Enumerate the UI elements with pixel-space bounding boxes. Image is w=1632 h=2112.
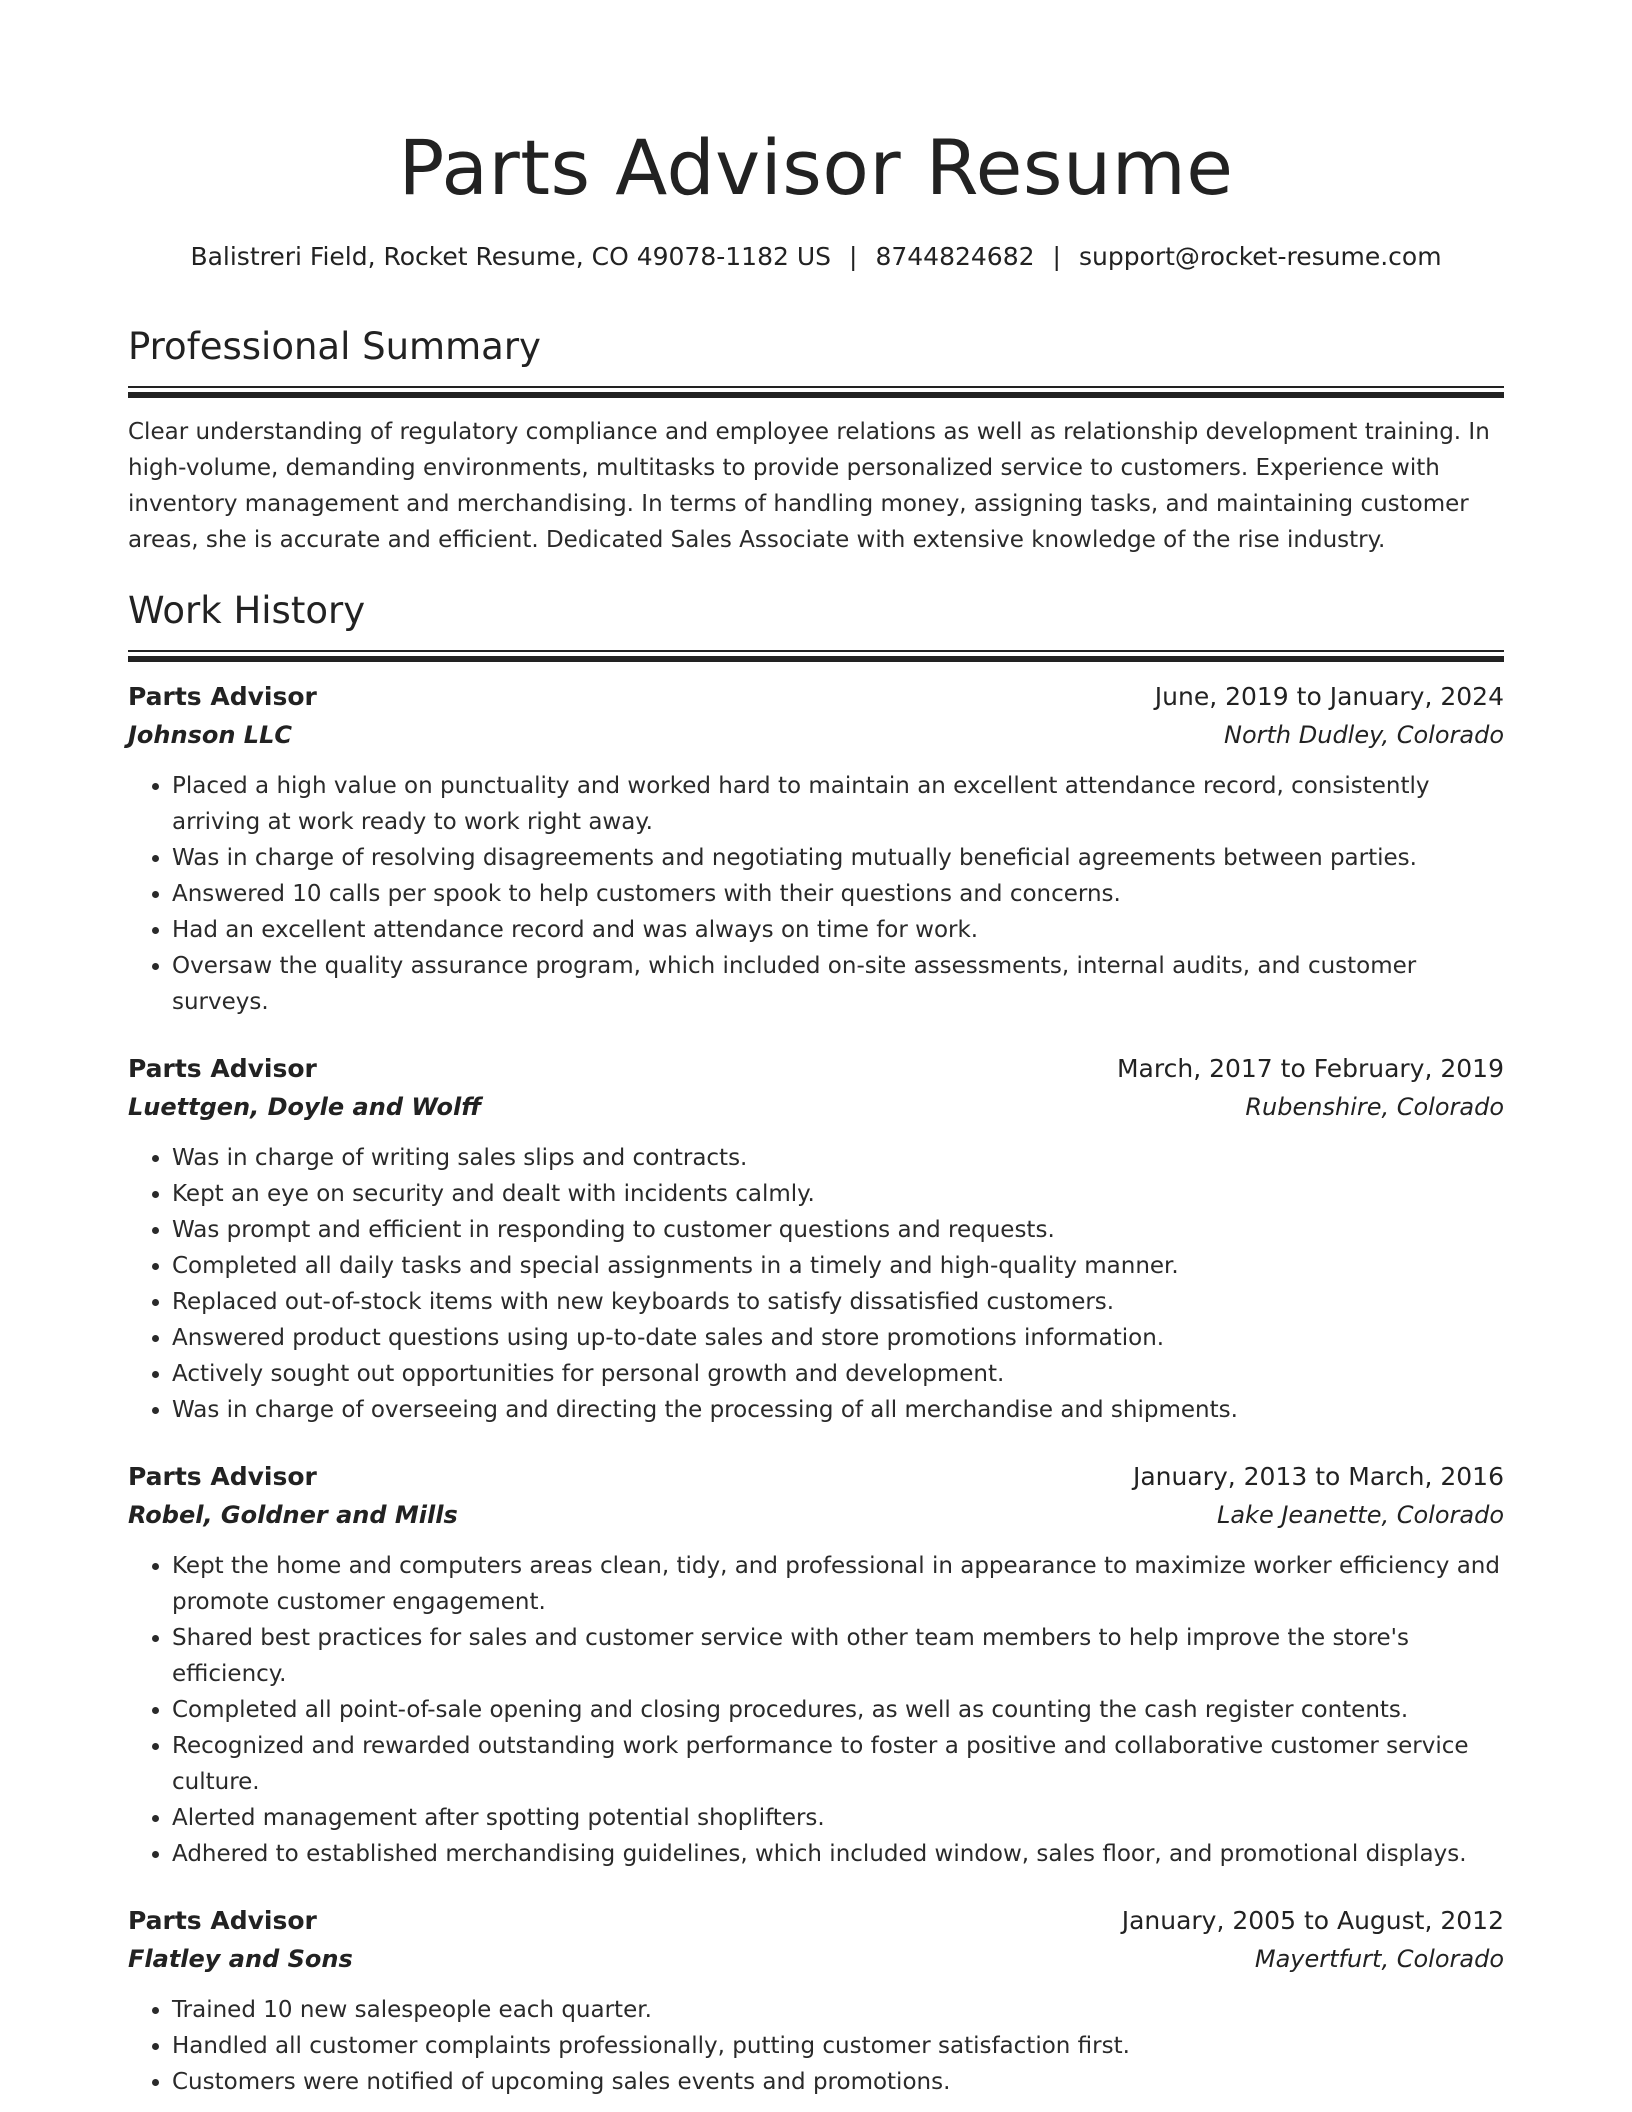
- list-item: • Was in charge of resolving disagreements and negotiating mutually beneficial agreements between parties.: [172, 840, 1504, 876]
- list-item: • Answered product questions using up-to-date sales and store promotions information.: [172, 1320, 1504, 1356]
- contact-email: support@rocket-resume.com: [1078, 242, 1442, 271]
- list-item: • Alerted management after spotting potential shoplifters.: [172, 1800, 1504, 1836]
- summary-text: Clear understanding of regulatory compliance and employee relations as well as relationship development training. In high-volume, demanding environments, multitasks to provide personalized service to customers. Experience with inventory management and merchandising. In terms of handling money, assigning tasks, and maintaining customer areas, she is accurate and efficient. Dedicated Sales Associate with extensive knowledge of the rise industry.: [128, 419, 1490, 553]
- list-item: • Was prompt and efficient in responding to customer questions and requests.: [172, 1212, 1504, 1248]
- job-title-row: [128, 678, 1504, 716]
- job-company: Flatley and Sons: [128, 1945, 353, 1973]
- work-history-heading: Work History: [128, 589, 366, 632]
- job-bullets: [128, 1548, 1504, 1872]
- job-entry: [128, 1050, 1504, 1428]
- job-title-row: [128, 1902, 1504, 1940]
- list-item: • Was in charge of overseeing and directing the processing of all merchandise and shipments.: [172, 1392, 1504, 1428]
- list-item: • Actively sought out opportunities for personal growth and development.: [172, 1356, 1504, 1392]
- job-company-row: [128, 716, 1504, 754]
- list-item: • Trained 10 new salespeople each quarter.: [172, 1992, 1504, 2028]
- list-item: • Oversaw the quality assurance program, which included on-site assessments, internal audits, and customer surveys.: [172, 948, 1504, 1020]
- job-bullets: [128, 1992, 1504, 2100]
- contact-separator: |: [1052, 242, 1061, 271]
- job-location: Mayertfurt, Colorado: [1254, 1945, 1504, 1973]
- job-title: Parts Advisor: [128, 1054, 317, 1083]
- list-item: • Completed all daily tasks and special assignments in a timely and high-quality manner.: [172, 1248, 1504, 1284]
- contact-phone: 8744824682: [875, 242, 1035, 271]
- job-title: Parts Advisor: [128, 682, 317, 711]
- job-location: Rubenshire, Colorado: [1245, 1093, 1504, 1121]
- list-item: • Adhered to established merchandising guidelines, which included window, sales floor, and promotional displays.: [172, 1836, 1504, 1872]
- job-company: Robel, Goldner and Mills: [128, 1501, 458, 1529]
- list-item: • Kept an eye on security and dealt with incidents calmly.: [172, 1176, 1504, 1212]
- job-dates: June, 2019 to January, 2024: [1154, 682, 1504, 711]
- job-company-row: [128, 1496, 1504, 1534]
- job-location: North Dudley, Colorado: [1224, 721, 1504, 749]
- contact-line: [128, 240, 1504, 274]
- list-item: • Answered 10 calls per spook to help customers with their questions and concerns.: [172, 876, 1504, 912]
- job-company-row: [128, 1088, 1504, 1126]
- contact-separator: |: [849, 242, 858, 271]
- job-dates: January, 2005 to August, 2012: [1121, 1906, 1504, 1935]
- list-item: • Handled all customer complaints professionally, putting customer satisfaction first.: [172, 2028, 1504, 2064]
- job-dates: March, 2017 to February, 2019: [1116, 1054, 1504, 1083]
- list-item: • Replaced out-of-stock items with new keyboards to satisfy dissatisfied customers.: [172, 1284, 1504, 1320]
- job-title: Parts Advisor: [128, 1906, 317, 1935]
- resume-title: Parts Advisor Resume: [398, 123, 1234, 212]
- list-item: • Customers were notified of upcoming sales events and promotions.: [172, 2064, 1504, 2100]
- job-title: Parts Advisor: [128, 1462, 317, 1491]
- list-item: • Was in charge of writing sales slips and contracts.: [172, 1140, 1504, 1176]
- list-item: • Placed a high value on punctuality and worked hard to maintain an excellent attendance record, consistently arriving at work ready to work right away.: [172, 768, 1504, 840]
- list-item: • Had an excellent attendance record and was always on time for work.: [172, 912, 1504, 948]
- list-item: • Recognized and rewarded outstanding work performance to foster a positive and collaborative customer service culture.: [172, 1728, 1504, 1800]
- list-item: • Shared best practices for sales and customer service with other team members to help improve the store's efficiency.: [172, 1620, 1504, 1692]
- job-title-row: [128, 1458, 1504, 1496]
- job-entry: [128, 678, 1504, 1020]
- contact-address: Balistreri Field, Rocket Resume, CO 49078-1182 US: [190, 242, 832, 271]
- job-bullets: [128, 768, 1504, 1020]
- job-company: Luettgen, Doyle and Wolff: [128, 1093, 482, 1121]
- job-company-row: [128, 1940, 1504, 1978]
- job-entry: [128, 1458, 1504, 1872]
- job-bullets: [128, 1140, 1504, 1428]
- section-divider: [128, 386, 1504, 396]
- summary-heading: Professional Summary: [128, 325, 541, 368]
- job-title-row: [128, 1050, 1504, 1088]
- job-entry: [128, 1902, 1504, 2100]
- list-item: • Kept the home and computers areas clean, tidy, and professional in appearance to maximize worker efficiency and promote customer engagement.: [172, 1548, 1504, 1620]
- job-location: Lake Jeanette, Colorado: [1216, 1501, 1504, 1529]
- list-item: • Completed all point-of-sale opening and closing procedures, as well as counting the cash register contents.: [172, 1692, 1504, 1728]
- job-company: Johnson LLC: [128, 721, 293, 749]
- section-divider: [128, 650, 1504, 660]
- job-dates: January, 2013 to March, 2016: [1132, 1462, 1504, 1491]
